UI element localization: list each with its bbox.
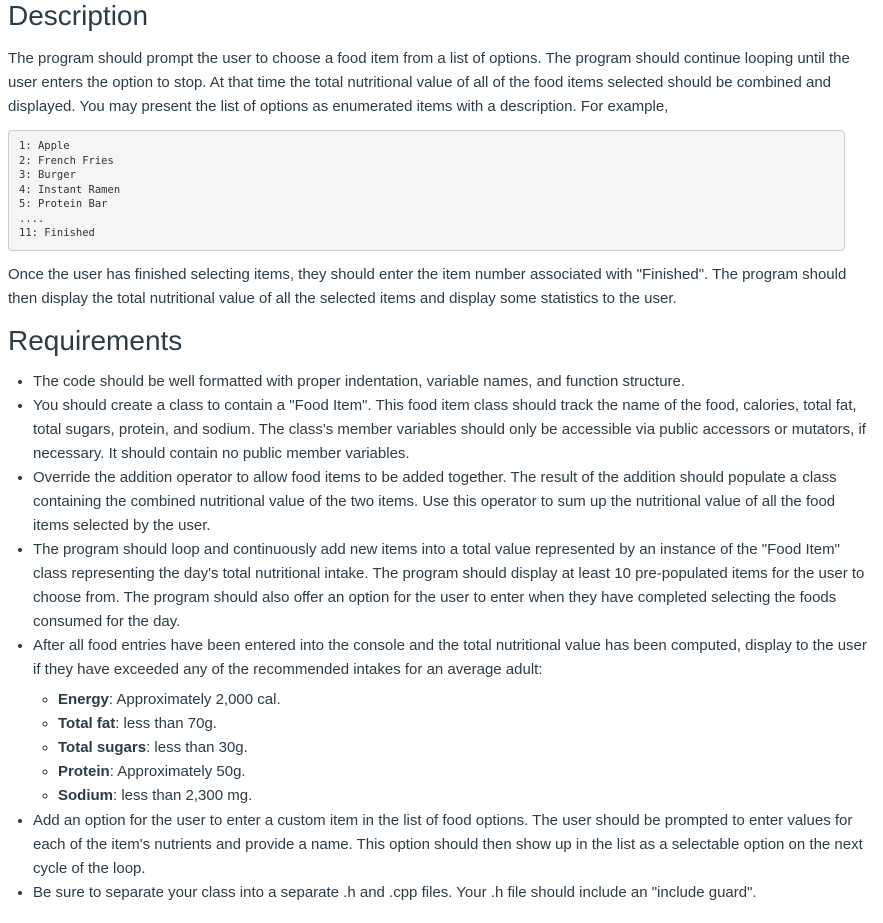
requirement-item: • The program should loop and continuously add new items into a total value represented by an instance of the "Food Item" class representing the day's total nutritional intake. The program should display at least 10 pre-populated items for the user to choose from. The program should also offer an option for the user to enter when they have completed selecting the foods consumed for the day.	[33, 538, 875, 634]
description-after: Once the user has finished selecting items, they should enter the item number associated with "Finished". The program should then display the total nutritional value of all the selected items and display some statistics to the user.	[8, 265, 847, 307]
code-line: ....	[19, 212, 45, 225]
requirement-item: • After all food entries have been entered into the console and the total nutritional value has been computed, display to the user if they have exceeded any of the recommended intakes for an average adult: ◦ Energy: Approximately 2,000 cal. ◦ Total fat: less than 70g. ◦ Total sugars: less than 30g. ◦ Protein: Approximately 50g. ◦ Sodium: less than 2,300 mg.	[33, 634, 875, 808]
intake-label: Protein	[58, 762, 110, 780]
requirement-item: • Override the addition operator to allow food items to be added together. The result of the addition should populate a class containing the combined nutritional value of the two items. Use this operator to sum up the nutritional value of all the food items selected by the user.	[33, 466, 875, 538]
intake-label: Energy	[58, 690, 109, 708]
code-line: 4: Instant Ramen	[19, 183, 121, 196]
code-line: 1: Apple	[19, 140, 70, 152]
intake-label: Total sugars	[58, 738, 147, 756]
code-line: 2: French Fries	[19, 154, 114, 167]
requirement-item: • The code should be well formatted with proper indentation, variable names, and function structure.	[33, 370, 875, 394]
requirement-item: • Add an option for the user to enter a custom item in the list of food options. The user should be prompted to enter values for each of the item's nutrients and provide a name. This option should then show up in the list as a selectable option on the next cycle of the loop.	[33, 809, 875, 881]
code-line: 3: Burger	[19, 169, 76, 181]
description-heading: Description	[8, 0, 149, 31]
intake-item: ◦ Sodium: less than 2,300 mg.	[58, 784, 875, 808]
example-code-block	[8, 130, 845, 251]
intake-item: ◦ Total sugars: less than 30g.	[58, 736, 875, 760]
intake-label: Total fat	[58, 714, 116, 732]
intake-item: ◦ Total fat: less than 70g.	[58, 712, 875, 736]
requirement-item: • Be sure to separate your class into a separate .h and .cpp files. Your .h file should include an "include guard".	[33, 881, 875, 905]
description-intro: The program should prompt the user to choose a food item from a list of options. The program should continue looping until the user enters the option to stop. At that time the total nutritional value of all of the food items selected should be combined and displayed. You may present the list of options as enumerated items with a description. For example,	[8, 50, 850, 115]
intake-item: ◦ Energy: Approximately 2,000 cal.	[58, 688, 875, 712]
code-line: 11: Finished	[19, 227, 95, 239]
code-line: 5: Protein Bar	[19, 198, 108, 210]
intake-item: ◦ Protein: Approximately 50g.	[58, 760, 875, 784]
requirement-item: • You should create a class to contain a "Food Item". This food item class should track the name of the food, calories, total fat, total sugars, protein, and sodium. The class's member variables should only be accessible via public accessors or mutators, if necessary. It should contain no public member variables.	[33, 394, 875, 466]
intake-list	[33, 688, 875, 808]
requirements-heading: Requirements	[8, 324, 183, 356]
requirements-list	[8, 370, 875, 905]
intake-label: Sodium	[58, 786, 113, 804]
